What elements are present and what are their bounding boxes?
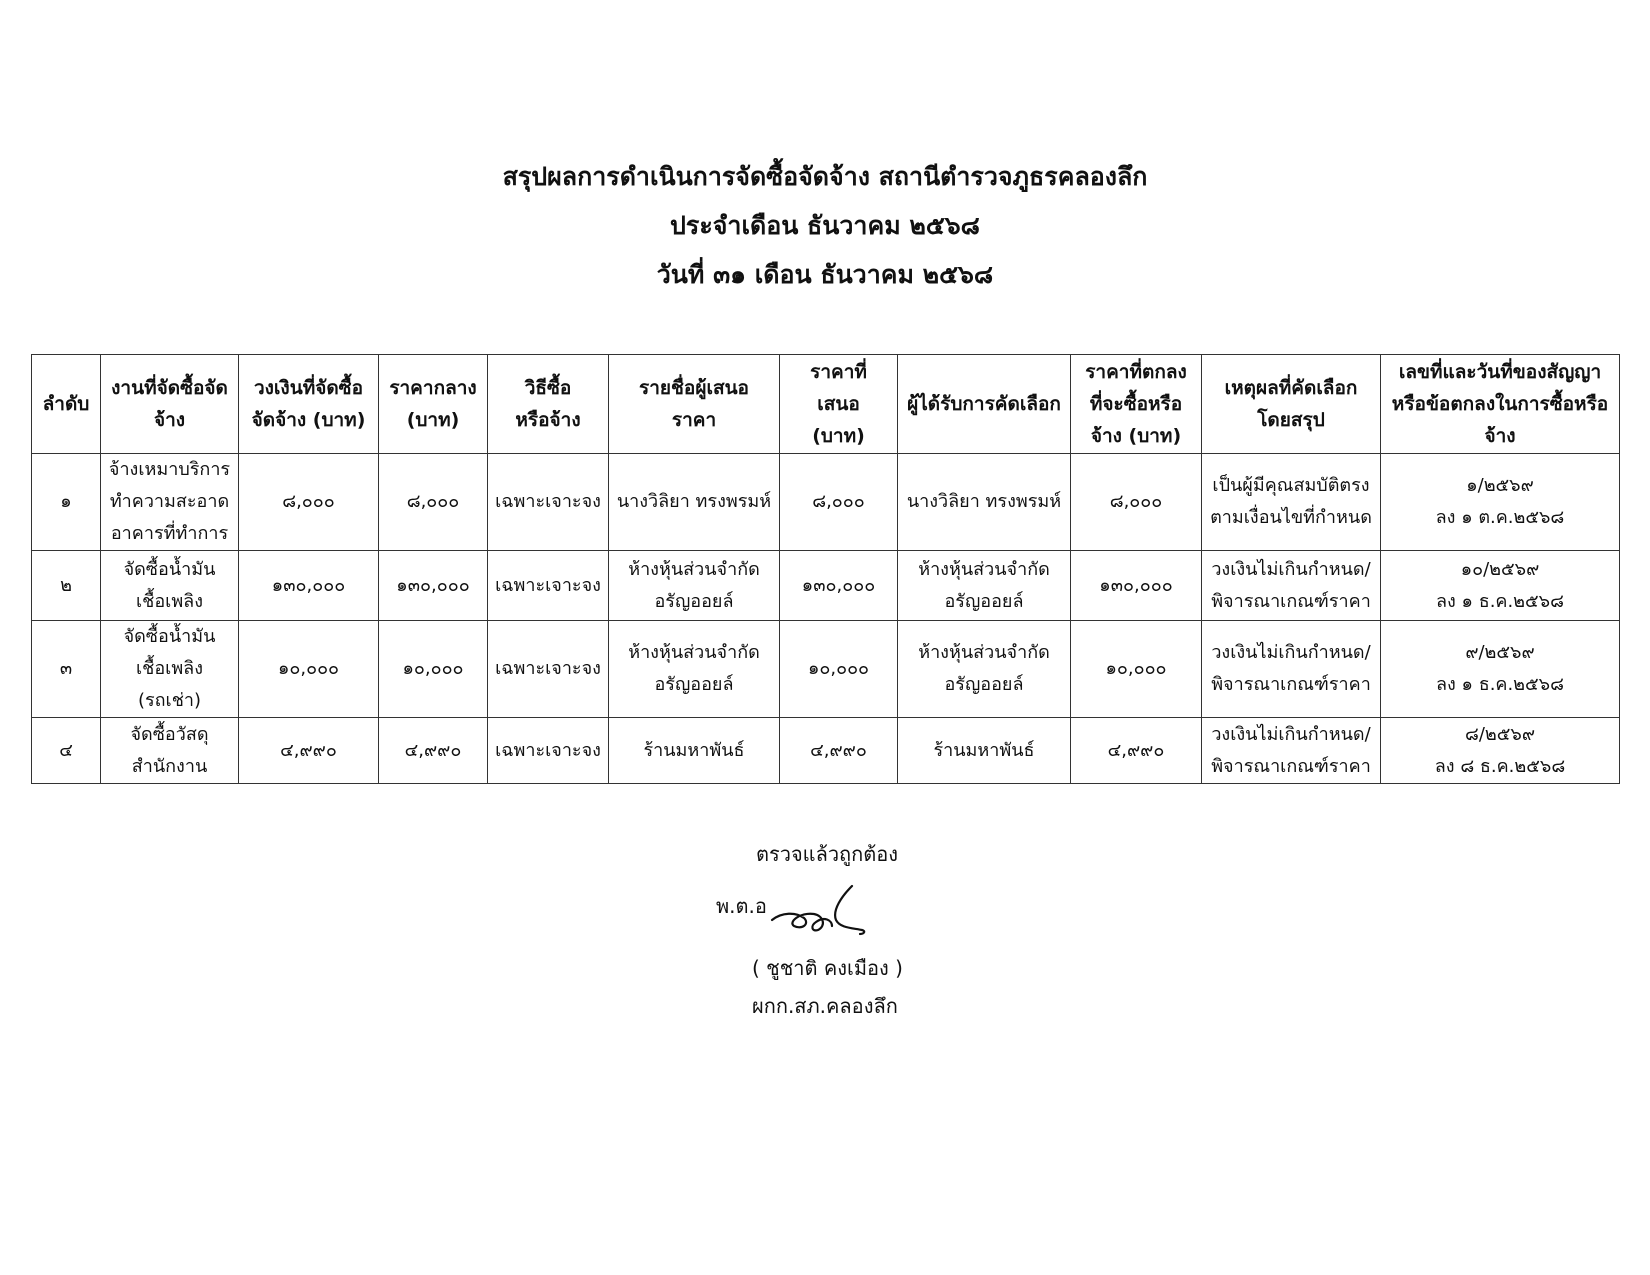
bidder-names-cell [609,621,780,718]
procurement-summary-table [31,354,1620,784]
procurement-method-cell [488,621,609,718]
median-price: ๔,๙๙๐ [404,739,462,761]
selection-reason-line: วงเงินไม่เกินกำหนด/ [1211,642,1371,663]
procurement-method: เฉพาะเจาะจง [495,491,601,512]
row-number-cell [32,551,101,621]
agreed-price-cell [1071,551,1202,621]
selected-vendor-line: ร้านมหาพันธ์ [933,739,1035,761]
median-price-cell [379,454,488,551]
column-header-line: หรือจ้าง [515,409,581,431]
contract-reference-cell [1381,621,1620,718]
median-price: ๘,๐๐๐ [406,491,460,512]
selection-reason-cell [1202,454,1381,551]
column-header [609,355,780,454]
column-header [780,355,898,454]
column-header-line: จัดจ้าง (บาท) [251,409,366,431]
selection-reason-line: วงเงินไม่เกินกำหนด/ [1211,558,1371,580]
column-header [488,355,609,454]
agreed-price: ๑๓๐,๐๐๐ [1099,574,1173,596]
table-header-row [32,355,1620,454]
selection-reason-cell [1202,718,1381,784]
column-header [1071,355,1202,454]
selection-reason-line: เป็นผู้มีคุณสมบัติตรง [1212,475,1370,496]
procurement-item-line: ทำความสะอาด [109,491,230,512]
budget-amount-cell [239,718,379,784]
procurement-item-line: เชื้อเพลิง [135,590,204,612]
column-header-line: ราคาที่ [810,361,867,383]
column-header [101,355,239,454]
procurement-method: เฉพาะเจาะจง [495,739,601,761]
column-header-line: (บาท) [812,425,865,447]
bidder-names-cell [609,454,780,551]
selected-vendor-line: อรัญออยล์ [944,590,1024,612]
column-header-line: ราคา [671,409,717,431]
column-header [1381,355,1620,454]
column-header-line: เหตุผลที่คัดเลือก [1224,377,1358,399]
column-header-line: ลำดับ [42,393,90,415]
agreed-price-cell [1071,621,1202,718]
procurement-item-line: จัดซื้อน้ำมัน [123,626,216,647]
agreed-price: ๘,๐๐๐ [1109,491,1163,512]
selected-vendor-cell [898,551,1071,621]
document-header [0,152,1650,299]
row-number: ๑ [60,491,72,512]
row-number: ๒ [60,574,72,596]
selection-reason-line: ตามเงื่อนไขที่กำหนด [1210,507,1372,528]
agreed-price: ๔,๙๙๐ [1107,739,1165,761]
column-header-line: เสนอ [817,393,860,415]
procurement-item-cell [101,621,239,718]
table-row [32,551,1620,621]
procurement-item-line: อาคารที่ทำการ [110,523,229,544]
row-number: ๓ [59,658,73,679]
budget-amount: ๑๓๐,๐๐๐ [271,574,346,596]
budget-amount-cell [239,454,379,551]
offer-price-cell [780,454,898,551]
column-header-line: จ้าง [1484,425,1516,447]
contract-reference-cell [1381,718,1620,784]
column-header [1202,355,1381,454]
column-header-line: ราคากลาง [389,377,477,399]
selected-vendor-cell [898,718,1071,784]
row-number-cell [32,454,101,551]
budget-amount-cell [239,621,379,718]
column-header [379,355,488,454]
budget-amount: ๑๐,๐๐๐ [277,658,340,679]
bidder-names-line: ห้างหุ้นส่วนจำกัด [628,558,760,580]
bidder-names-line: ห้างหุ้นส่วนจำกัด [628,642,760,663]
procurement-item-cell [101,718,239,784]
procurement-method-cell [488,454,609,551]
column-header-line: วงเงินที่จัดซื้อ [253,377,363,399]
selected-vendor-line: ห้างหุ้นส่วนจำกัด [918,642,1050,663]
median-price: ๑๓๐,๐๐๐ [396,574,470,596]
table-row [32,621,1620,718]
median-price: ๑๐,๐๐๐ [402,658,464,679]
budget-amount-cell [239,551,379,621]
bidder-names-line: ร้านมหาพันธ์ [643,739,745,761]
row-number-cell [32,621,101,718]
budget-amount: ๘,๐๐๐ [282,491,335,512]
column-header-line: เลขที่และวันที่ของสัญญา [1398,361,1602,383]
column-header-line: จ้าง [153,409,186,431]
column-header-line: ที่จะซื้อหรือ [1089,393,1183,415]
median-price-cell [379,551,488,621]
offer-price: ๘,๐๐๐ [812,491,865,512]
bidder-names-line: อรัญออยล์ [654,674,734,695]
procurement-item-line: สำนักงาน [131,755,208,777]
selection-reason-line: พิจารณาเกณฑ์ราคา [1211,590,1371,612]
selection-reason-line: พิจารณาเกณฑ์ราคา [1211,674,1371,695]
bidder-names-line: อรัญออยล์ [654,590,734,612]
column-header-line: ผู้ได้รับการคัดเลือก [907,393,1061,415]
agreed-price-cell [1071,454,1202,551]
selection-reason-line: พิจารณาเกณฑ์ราคา [1211,755,1371,777]
column-header-line: หรือข้อตกลงในการซื้อหรือ [1391,393,1609,415]
offer-price-cell [780,551,898,621]
bidder-names-cell [609,718,780,784]
procurement-item-line: เชื้อเพลิง [135,658,204,679]
contract-reference-line: ลง ๑ ธ.ค.๒๕๖๘ [1436,590,1564,612]
contract-reference-line: ลง ๑ ธ.ค.๒๕๖๘ [1436,674,1564,695]
offer-price: ๔,๙๙๐ [810,739,867,761]
row-number: ๔ [59,739,73,761]
offer-price-cell [780,718,898,784]
procurement-item-cell [101,551,239,621]
bidder-names-cell [609,551,780,621]
procurement-item-line: จัดซื้อน้ำมัน [123,558,216,580]
column-header-line: (บาท) [406,409,460,431]
contract-reference-line: ๘/๒๕๖๙ [1464,723,1536,745]
column-header [32,355,101,454]
signer-rank: พ.ต.อ [716,894,767,918]
signer-position: ผกก.สภ.คลองลึก [752,994,898,1018]
agreed-price-cell [1071,718,1202,784]
median-price-cell [379,718,488,784]
column-header-line: จ้าง (บาท) [1090,425,1182,447]
document-month: ประจำเดือน ธันวาคม ๒๕๖๘ [670,211,980,240]
column-header [239,355,379,454]
contract-reference-line: ลง ๑ ต.ค.๒๕๖๘ [1435,507,1565,528]
contract-reference-cell [1381,454,1620,551]
signer-name: ( ชูชาติ คงเมือง ) [752,956,903,980]
column-header-line: รายชื่อผู้เสนอ [639,377,749,399]
selection-reason-line: วงเงินไม่เกินกำหนด/ [1211,723,1371,745]
offer-price: ๑๓๐,๐๐๐ [801,574,876,596]
contract-reference-line: ๑/๒๕๖๙ [1466,475,1534,496]
procurement-item-cell [101,454,239,551]
table-row [32,718,1620,784]
contract-reference-line: ๑๐/๒๕๖๙ [1460,558,1540,580]
selected-vendor-line: อรัญออยล์ [944,674,1024,695]
selected-vendor-line: นางวิลิยา ทรงพรมห์ [906,491,1062,512]
contract-reference-line: ๙/๒๕๖๙ [1465,642,1535,663]
contract-reference-line: ลง ๘ ธ.ค.๒๕๖๘ [1434,755,1566,777]
procurement-item-line: จัดซื้อวัสดุ [130,723,209,745]
selected-vendor-cell [898,621,1071,718]
column-header-line: วิธีซื้อ [524,377,572,399]
verified-text: ตรวจแล้วถูกต้อง [756,842,899,866]
table-row [32,454,1620,551]
selection-reason-cell [1202,621,1381,718]
column-header-line: ราคาที่ตกลง [1085,361,1187,383]
offer-price-cell [780,621,898,718]
procurement-item-line: (รถเช่า) [137,690,202,711]
procurement-method-cell [488,718,609,784]
column-header-line: โดยสรุป [1257,409,1325,431]
handwritten-signature [770,882,890,952]
document-title: สรุปผลการดำเนินการจัดซื้อจัดจ้าง สถานีตำรวจภูธรคลองลึก [502,162,1148,191]
procurement-method: เฉพาะเจาะจง [495,574,601,596]
offer-price: ๑๐,๐๐๐ [807,658,870,679]
procurement-method: เฉพาะเจาะจง [495,658,601,679]
selected-vendor-line: ห้างหุ้นส่วนจำกัด [918,558,1050,580]
procurement-method-cell [488,551,609,621]
budget-amount: ๔,๙๙๐ [280,739,337,761]
procurement-item-line: จ้างเหมาบริการ [108,459,231,480]
column-header [898,355,1071,454]
median-price-cell [379,621,488,718]
selected-vendor-cell [898,454,1071,551]
selection-reason-cell [1202,551,1381,621]
table-body [32,454,1620,784]
row-number-cell [32,718,101,784]
contract-reference-cell [1381,551,1620,621]
column-header-line: งานที่จัดซื้อจัด [111,377,228,399]
agreed-price: ๑๐,๐๐๐ [1105,658,1167,679]
document-date: วันที่ ๓๑ เดือน ธันวาคม ๒๕๖๘ [656,260,994,289]
bidder-names-line: นางวิลิยา ทรงพรมห์ [616,491,772,512]
